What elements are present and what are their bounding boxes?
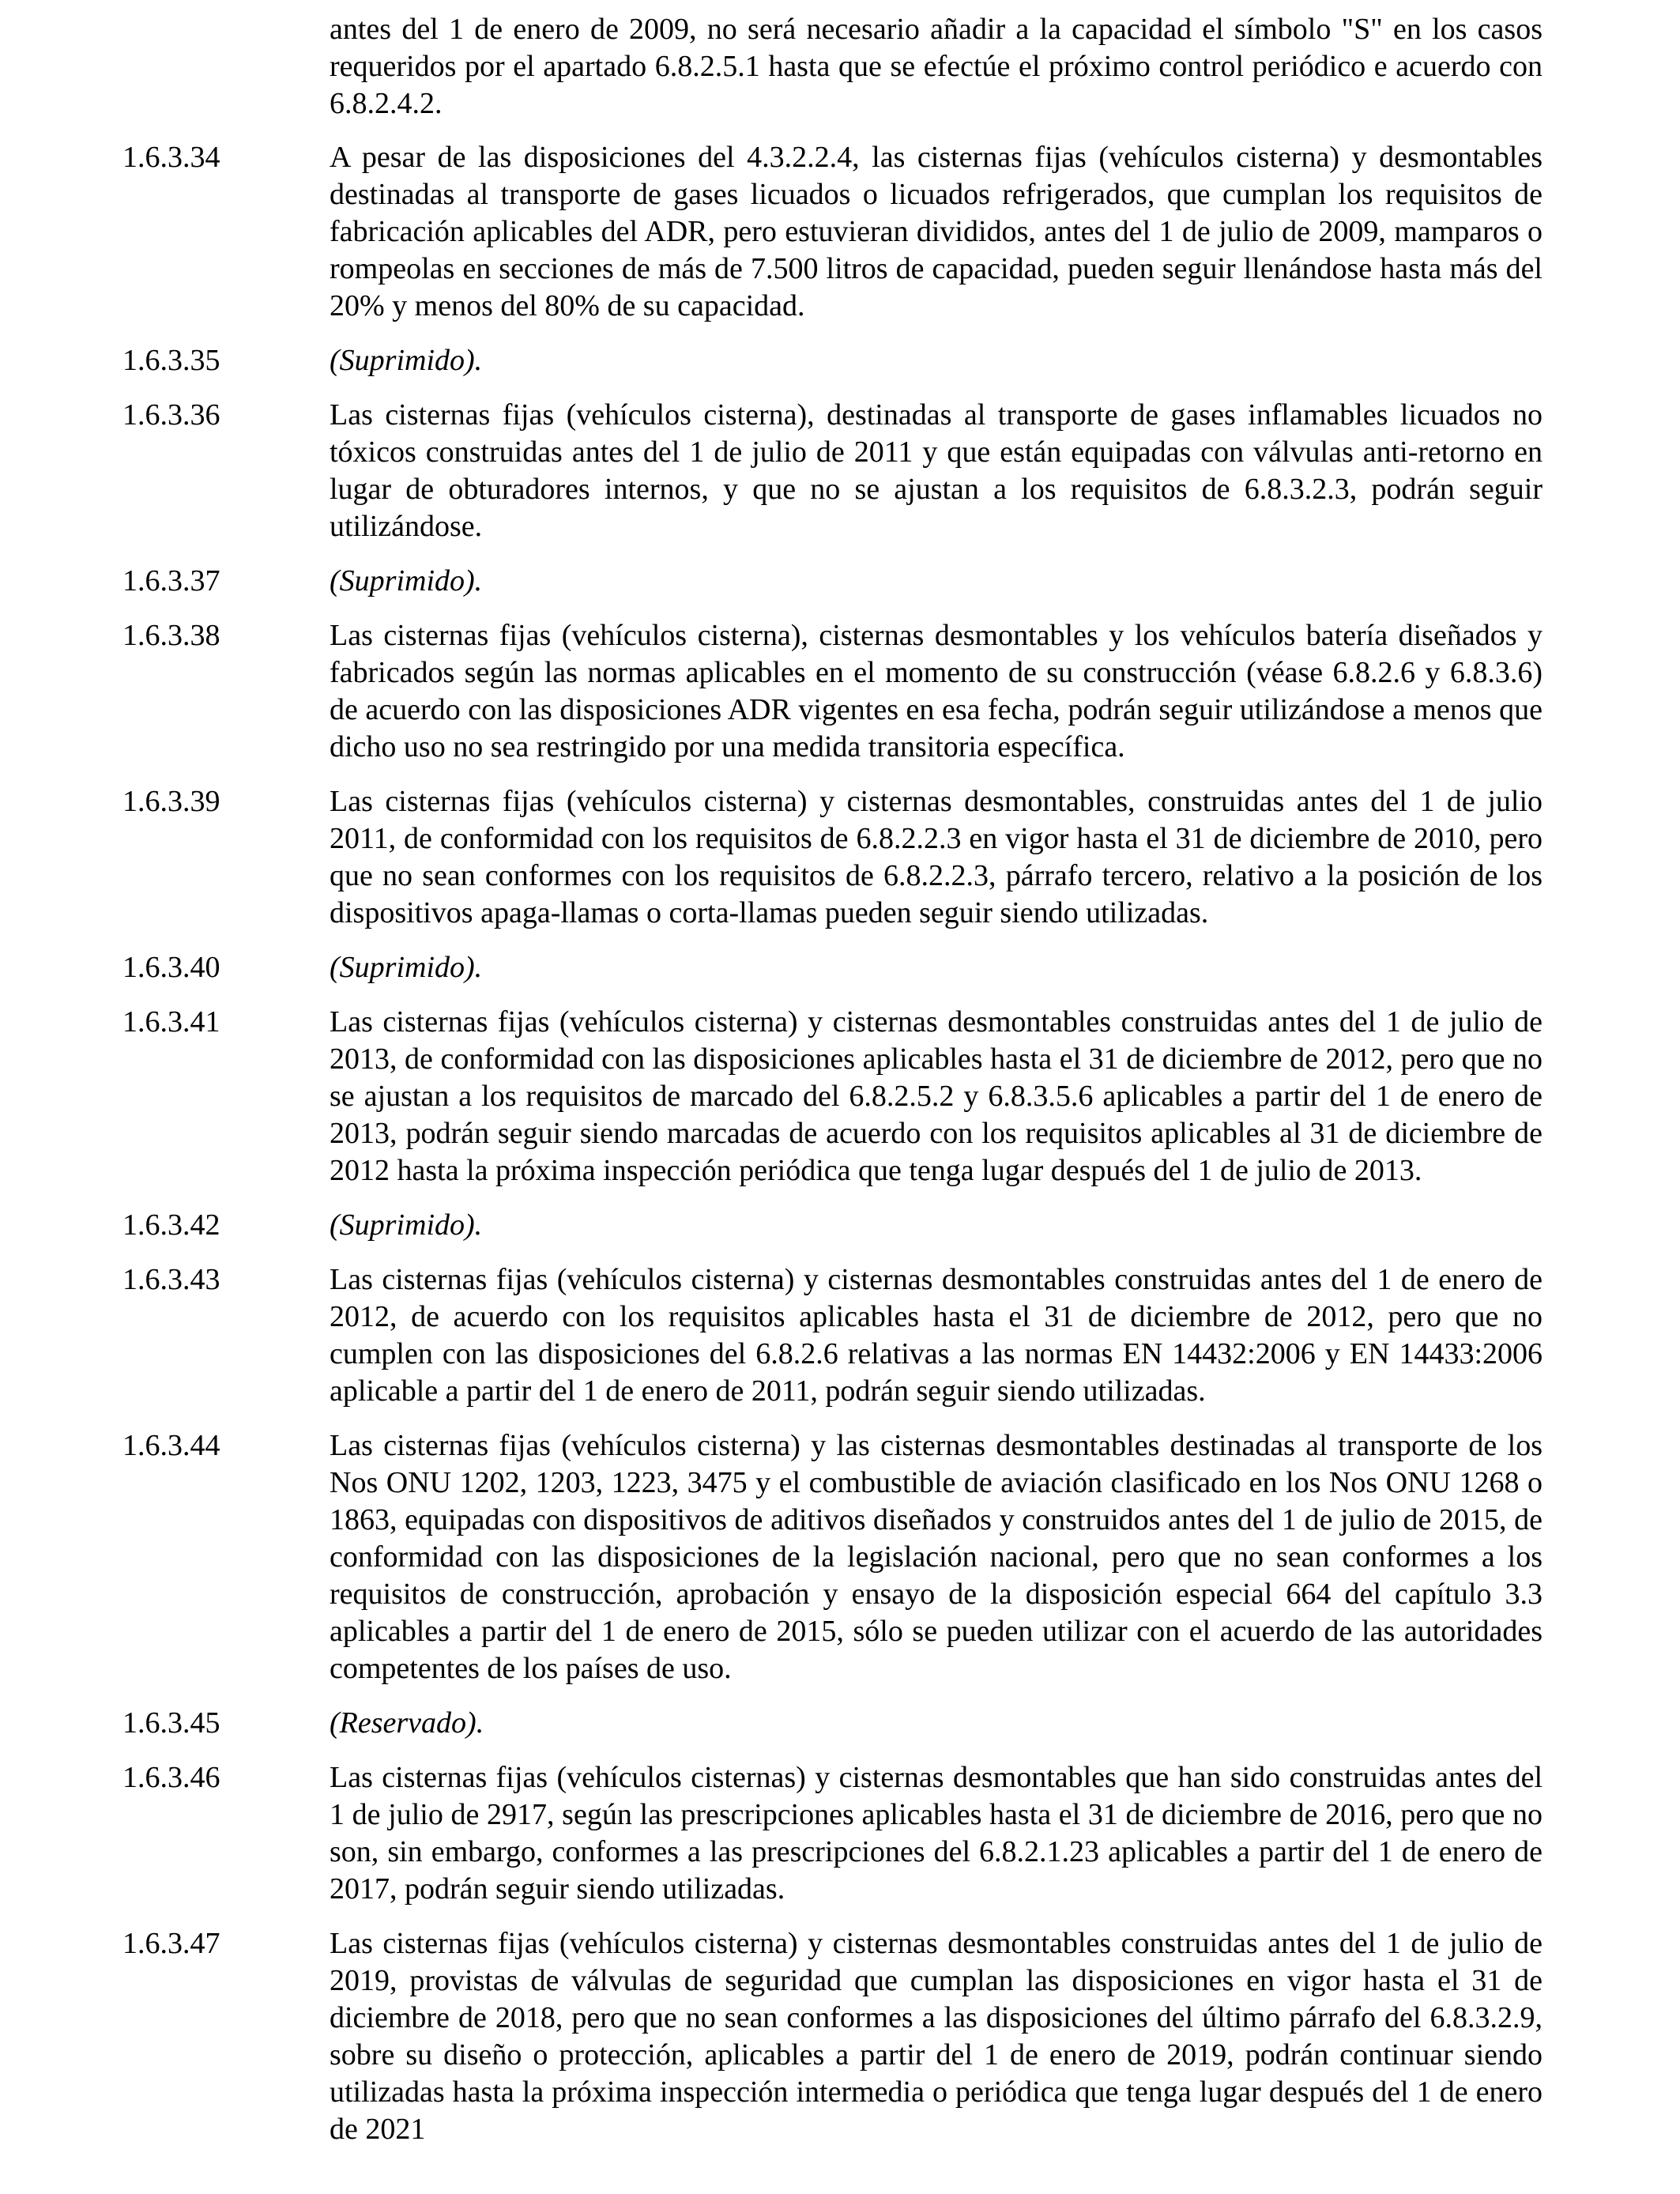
entry-number: 1.6.3.40 <box>122 951 220 984</box>
entry-number: 1.6.3.37 <box>122 564 220 598</box>
entry-1-6-3-34 <box>0 139 1680 325</box>
entry-number: 1.6.3.39 <box>122 785 220 818</box>
entry-1-6-3-36 <box>0 397 1680 545</box>
entry-number: 1.6.3.36 <box>122 398 220 432</box>
entry-number: 1.6.3.34 <box>122 141 220 174</box>
entry-text: (Reservado). <box>330 1706 484 1740</box>
entry-text: Las cisternas fijas (vehículos cisternas) y cisternas desmontables que han sido construidas antes del 1 de julio de 2917, según las prescripciones aplicables hasta el 31 de diciembre de 2016, pero que no son, sin embargo, conformes a las prescripciones del 6.8.2.1.23 aplicables a partir del 1 de enero de 2017, podrán seguir siendo utilizadas. <box>330 1761 1543 1906</box>
entry-number: 1.6.3.38 <box>122 619 220 652</box>
entry-text: (Suprimido). <box>330 344 483 377</box>
entry-number: 1.6.3.42 <box>122 1208 220 1242</box>
entry-text: Las cisternas fijas (vehículos cisterna) y cisternas desmontables, construidas antes del 1 de julio 2011, de conformidad con los requisitos de 6.8.2.2.3 en vigor hasta el 31 de diciembre de 2010, pero que no sean conformes con los requisitos de 6.8.2.2.3, párrafo tercero, relativo a la posición de los dispositivos apaga-llamas o corta-llamas pueden seguir siendo utilizadas. <box>330 785 1543 929</box>
entry-text: Las cisternas fijas (vehículos cisterna) y cisternas desmontables construidas antes del 1 de julio de 2013, de conformidad con las disposiciones aplicables hasta el 31 de diciembre de 2012, pero que no se ajustan a los requisitos de marcado del 6.8.2.5.2 y 6.8.3.5.6 aplicables a partir del 1 de enero de 2013, podrán seguir siendo marcadas de acuerdo con los requisitos aplicables al 31 de diciembre de 2012 hasta la próxima inspección periódica que tenga lugar después del 1 de julio de 2013. <box>330 1005 1543 1187</box>
entry-1-6-3-39 <box>0 783 1680 932</box>
entry-number: 1.6.3.44 <box>122 1429 220 1462</box>
continuation-paragraph: antes del 1 de enero de 2009, no será necesario añadir a la capacidad el símbolo "S" en los casos requeridos por el apartado 6.8.2.5.1 hasta que se efectúe el próximo control periódico e acuerdo con 6.8.2.4.2. <box>330 13 1543 120</box>
entry-text: (Suprimido). <box>330 1208 483 1242</box>
entry-text: Las cisternas fijas (vehículos cisterna) y cisternas desmontables construidas antes del 1 de enero de 2012, de acuerdo con los requisitos aplicables hasta el 31 de diciembre de 2012, pero que no cumplen con las disposiciones del 6.8.2.6 relativas a las normas EN 14432:2006 y EN 14433:2006 aplicable a partir del 1 de enero de 2011, podrán seguir siendo utilizadas. <box>330 1263 1543 1408</box>
entry-text: Las cisternas fijas (vehículos cisterna), destinadas al transporte de gases inflamables licuados no tóxicos construidas antes del 1 de julio de 2011 y que están equipadas con válvulas anti-retorno en lugar de obturadores internos, y que no se ajustan a los requisitos de 6.8.3.2.3, podrán seguir utilizándose. <box>330 398 1543 543</box>
entry-1-6-3-42 <box>0 1207 1680 1244</box>
entry-1-6-3-45 <box>0 1705 1680 1742</box>
entry-number: 1.6.3.35 <box>122 344 220 377</box>
entry-text: Las cisternas fijas (vehículos cisterna) y cisternas desmontables construidas antes del 1 de julio de 2019, provistas de válvulas de seguridad que cumplan las disposiciones en vigor hasta el 31 de diciembre de 2018, pero que no sean conformes a las disposiciones del último párrafo del 6.8.3.2.9, sobre su diseño o protección, aplicables a partir del 1 de enero de 2019, podrán continuar siendo utilizadas hasta la próxima inspección intermedia o periódica que tenga lugar después del 1 de enero de 2021 <box>330 1927 1543 2146</box>
entry-number: 1.6.3.45 <box>122 1706 220 1740</box>
entry-1-6-3-37 <box>0 563 1680 600</box>
entry-1-6-3-38 <box>0 617 1680 766</box>
entry-text: A pesar de las disposiciones del 4.3.2.2.4, las cisternas fijas (vehículos cisterna) y desmontables destinadas al transporte de gases licuados o licuados refrigerados, que cumplan los requisitos de fabricación aplicables del ADR, pero estuvieran divididos, antes del 1 de julio de 2009, mamparos o rompeolas en secciones de más de 7.500 litros de capacidad, pueden seguir llenándose hasta más del 20% y menos del 80% de su capacidad. <box>330 141 1543 322</box>
entry-number: 1.6.3.46 <box>122 1761 220 1794</box>
entry-number: 1.6.3.41 <box>122 1005 220 1039</box>
entry-1-6-3-41 <box>0 1004 1680 1189</box>
entry-list <box>0 139 1680 2166</box>
entry-1-6-3-46 <box>0 1759 1680 1908</box>
entry-number: 1.6.3.47 <box>122 1927 220 1960</box>
entry-text: Las cisternas fijas (vehículos cisterna), cisternas desmontables y los vehículos batería diseñados y fabricados según las normas aplicables en el momento de su construcción (véase 6.8.2.6 y 6.8.3.6) de acuerdo con las disposiciones ADR vigentes en esa fecha, podrán seguir utilizándose a menos que dicho uso no sea restringido por una medida transitoria específica. <box>330 619 1543 763</box>
entry-text: Las cisternas fijas (vehículos cisterna) y las cisternas desmontables destinadas al transporte de los Nos ONU 1202, 1203, 1223, 3475 y el combustible de aviación clasificado en los Nos ONU 1268 o 1863, equipadas con dispositivos de aditivos diseñados y construidos antes del 1 de julio de 2015, de conformidad con las disposiciones de la legislación nacional, pero que no sean conformes a los requisitos de construcción, aprobación y ensayo de la disposición especial 664 del capítulo 3.3 aplicables a partir del 1 de enero de 2015, sólo se pueden utilizar con el acuerdo de las autoridades competentes de los países de uso. <box>330 1429 1543 1685</box>
entry-1-6-3-47 <box>0 1925 1680 2148</box>
entry-1-6-3-44 <box>0 1427 1680 1687</box>
entry-number: 1.6.3.43 <box>122 1263 220 1296</box>
entry-text: (Suprimido). <box>330 564 483 598</box>
entry-1-6-3-40 <box>0 949 1680 986</box>
entry-text: (Suprimido). <box>330 951 483 984</box>
entry-1-6-3-35 <box>0 342 1680 379</box>
entry-1-6-3-43 <box>0 1261 1680 1410</box>
